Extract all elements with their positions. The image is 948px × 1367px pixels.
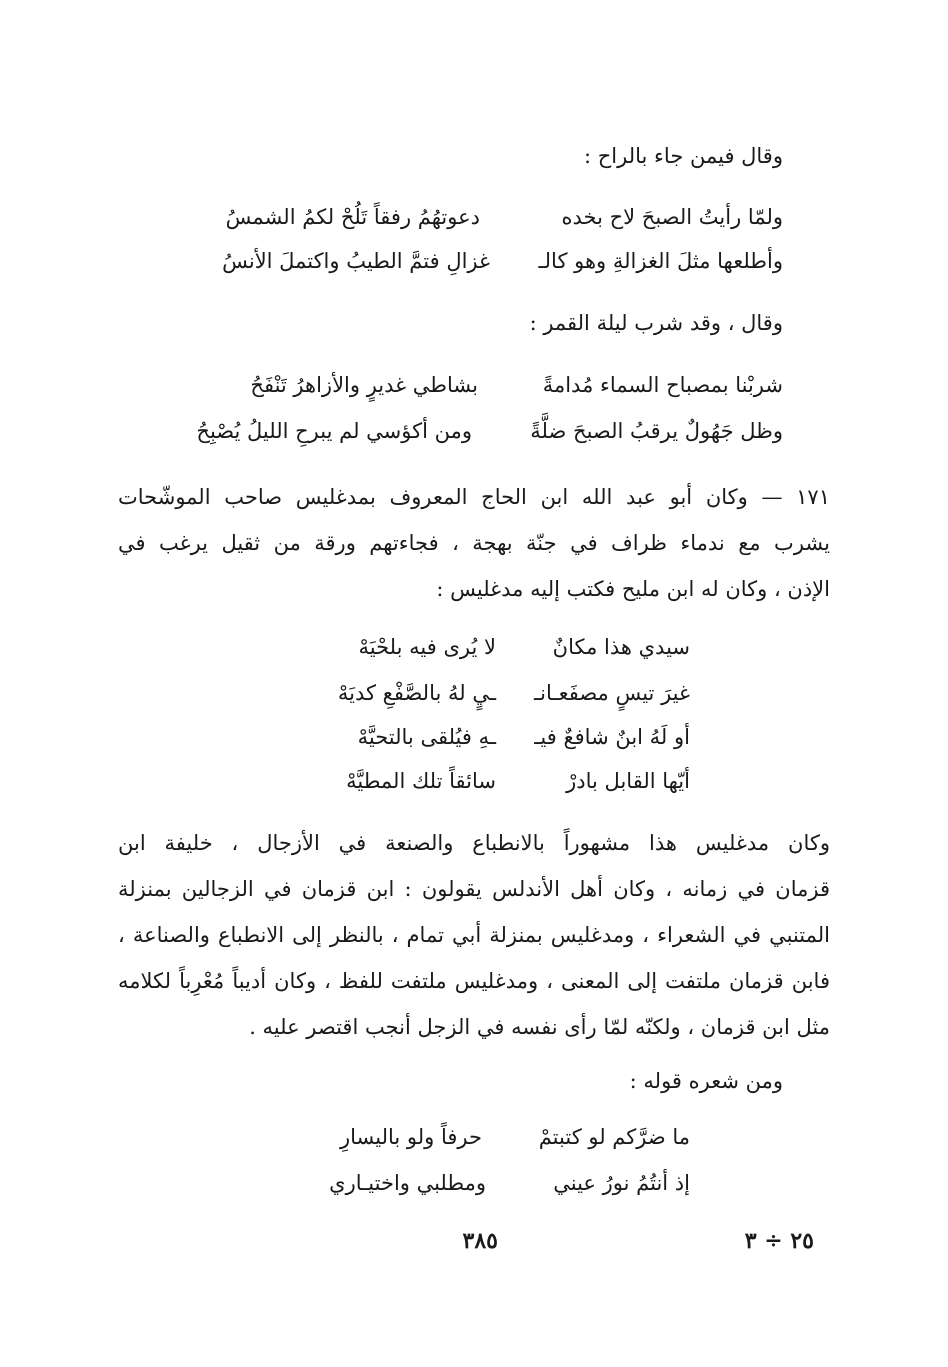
verse-hemistich-right: أو لَهُ ابنٌ شافعٌ فيـ bbox=[534, 725, 690, 749]
paragraph-line: فابن قزمان ملتفت إلى المعنى ، ومدغليس ملتفت للفظ ، وكان أديباً مُعْرِباً لكلامه bbox=[118, 969, 830, 993]
paragraph-line: المتنبي في الشعراء ، ومدغليس بمنزلة أبي تمام ، بالنظر إلى الانطباع والصناعة ، bbox=[118, 923, 831, 947]
verse-hemistich-right: إذ أنتُمُ نورُ عيني bbox=[553, 1171, 690, 1195]
verse-hemistich-left: ـهِ فيُلقى بالتحيَّهْ bbox=[357, 725, 496, 749]
paragraph-line: يشرب مع ندماء ظراف في جنّة بهجة ، فجاءتهم ورقة من ثقيل يرغب في bbox=[118, 531, 830, 555]
paragraph-line: ١٧١ — وكان أبو عبد الله ابن الحاج المعروف بمدغليس صاحب الموشّحات bbox=[118, 485, 830, 509]
intro-line: وقال ، وقد شرب ليلة القمر : bbox=[529, 311, 783, 335]
page-number: ٣٨٥ bbox=[462, 1228, 498, 1254]
verse-hemistich-left: غزالِ فتمَّ الطيبُ واكتملَ الأنسُ bbox=[222, 249, 490, 273]
verse-hemistich-left: ومطلبي واختيـاري bbox=[329, 1171, 486, 1195]
paragraph-line: الإذن ، وكان له ابن مليح فكتب إليه مدغليس : bbox=[436, 577, 830, 601]
paragraph-line: وكان مدغليس هذا مشهوراً بالانطباع والصنعة في الأزجال ، خليفة ابن bbox=[118, 831, 830, 855]
signature-mark: ٢٥ ÷ ٣ bbox=[744, 1228, 814, 1254]
verse-hemistich-right: سيدي هذا مكانٌ bbox=[552, 635, 690, 659]
verse-hemistich-right: وظل جَهُولٌ يرقبُ الصبحَ ضلَّةً bbox=[530, 419, 783, 443]
verse-hemistich-left: ومن أكؤسي لم يبرحِ الليلُ يُصْبِحُ bbox=[196, 419, 472, 443]
verse-hemistich-left: لا يُرى فيه بلحْيَهْ bbox=[358, 635, 496, 659]
verse-hemistich-left: حرفاً ولو باليسارِ bbox=[340, 1125, 482, 1149]
verse-hemistich-right: شربْنا بمصباح السماء مُدامةً bbox=[542, 373, 783, 397]
intro-line: ومن شعره قوله : bbox=[629, 1069, 783, 1093]
verse-hemistich-left: دعوتهُمُ رفقاً تَلُحْ لكمُ الشمسُ bbox=[225, 205, 480, 229]
verse-hemistich-right: ولمّا رأيتُ الصبحَ لاح بخده bbox=[561, 205, 783, 229]
verse-hemistich-right: أيّها القابل بادرْ bbox=[566, 769, 690, 793]
paragraph-line: قزمان في زمانه ، وكان أهل الأندلس يقولون : ابن قزمان في الزجالين بمنزلة bbox=[118, 877, 830, 901]
intro-line: وقال فيمن جاء بالراح : bbox=[584, 144, 783, 168]
verse-hemistich-right: وأطلعها مثلَ الغزالةِ وهو كالـ bbox=[538, 249, 783, 273]
verse-hemistich-left: بشاطي غديرٍ والأزاهرُ تَنْفَحُ bbox=[250, 373, 478, 397]
verse-hemistich-right: غيرَ تيسٍ مصفَعـانـ bbox=[534, 681, 690, 705]
verse-hemistich-right: ما ضرَّكم لو كتبتمْ bbox=[538, 1125, 690, 1149]
verse-hemistich-left: ـيٍ لهُ بالصَّفْعِ كديَهْ bbox=[337, 681, 496, 705]
verse-hemistich-left: سائقاً تلك المطيَّهْ bbox=[346, 769, 496, 793]
paragraph-line: مثل ابن قزمان ، ولكنّه لمّا رأى نفسه في الزجل أنجب اقتصر عليه . bbox=[249, 1015, 830, 1039]
